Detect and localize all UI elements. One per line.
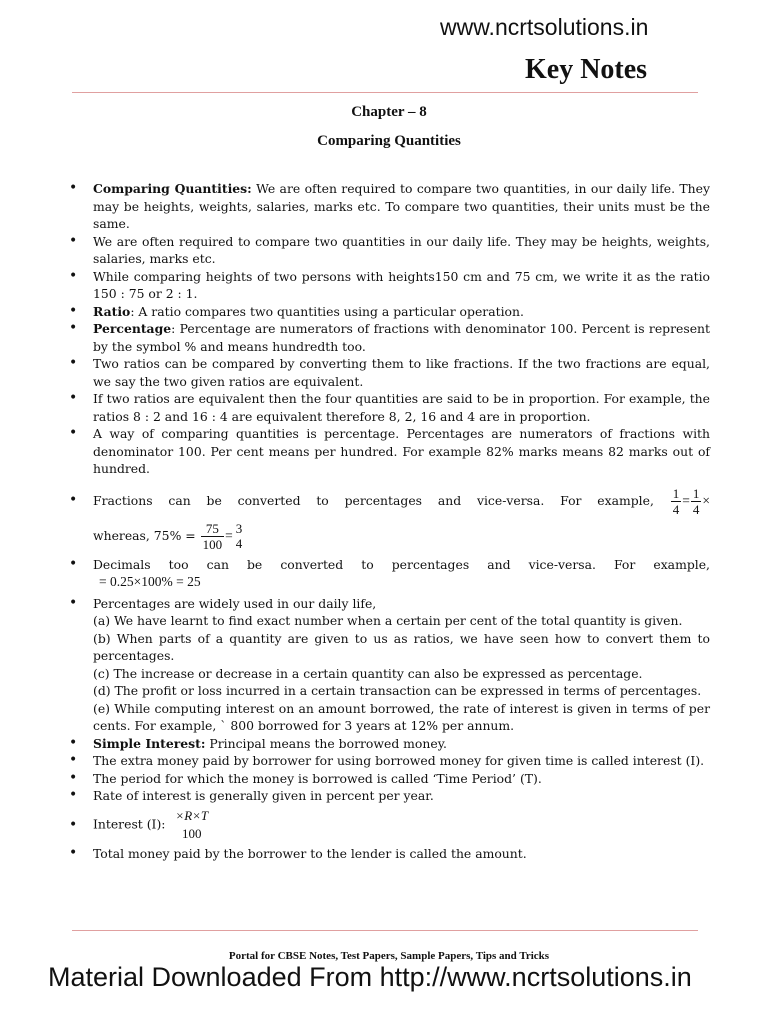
footer-divider: [72, 930, 698, 931]
list-item: [68, 390, 710, 425]
bullet-icon: •: [69, 267, 78, 284]
chapter-name: Comparing Quantities: [317, 133, 461, 149]
bullet-icon: •: [69, 390, 78, 406]
bullet-icon: •: [69, 734, 78, 751]
note-text: Total money paid by the borrower to the lender is called the amount.: [93, 845, 527, 861]
math-expression: = 0.25×100% = 25: [99, 574, 201, 589]
note-text: We are often required to compare two quantities, in our daily life. They may be heights, weights, salaries, marks etc. To compare two quantities, their units must be the same.: [93, 181, 710, 231]
list-item: • Fractions can be converted to percentages and vice-versa. For example, $\frac{1}{4}$ = $\frac{1}{4}$ × whereas, 75% = $\frac{75}{100}$ = 3 4: [69, 485, 710, 552]
list-item: [68, 320, 710, 355]
note-text: If two ratios are equivalent then the four quantities are said to be in proportion. For example, the ratios 8 : 2 and 16 : 4 are equivalent therefore 8, 2, 16 and 4 are in proportion.: [93, 391, 710, 424]
list-item: [68, 787, 710, 805]
list-item: [68, 556, 710, 591]
footer-download-text: Material Downloaded From http://www.ncrtsolutions.in: [48, 962, 692, 992]
bullet-icon: •: [69, 355, 78, 371]
fraction: 3 4: [235, 521, 243, 551]
note-text: Percentages are widely used in our daily life,: [93, 595, 377, 611]
site-url: www.ncrtsolutions.in: [440, 14, 649, 40]
note-text: Rate of interest is generally given in percent per year.: [93, 788, 434, 803]
note-subitem: (c) The increase or decrease in a certain quantity can also be expressed as percentage.: [93, 665, 643, 681]
list-item: [68, 770, 710, 788]
list-item: [68, 752, 710, 770]
note-text: The extra money paid by borrower for using borrowed money for given time is called interest (I).: [93, 753, 705, 768]
bullet-icon: •: [69, 844, 78, 861]
footer-portal-text: Portal for CBSE Notes, Test Papers, Sample Papers, Tips and Tricks: [228, 950, 550, 962]
note-text: Principal means the borrowed money.: [205, 735, 447, 751]
note-text: While comparing heights of two persons with heights150 cm and 75 cm, we write it as the ratio 150 : 75 or 2 : 1.: [93, 268, 710, 301]
note-text: A way of comparing quantities is percentage. Percentages are numerators of fractions with denominator 100. Per cent means per hundred. For example 82% marks means 82 marks out of hundred.: [93, 426, 710, 476]
note-term: Percentage: [93, 321, 172, 336]
bullet-icon: •: [69, 769, 78, 786]
note-text: whereas, 75% =: [93, 527, 196, 543]
list-item: [68, 268, 710, 303]
fraction: $\frac{75}{100}$: [202, 520, 223, 552]
bullet-icon: •: [69, 180, 78, 196]
list-item: [68, 180, 710, 233]
note-text: : A ratio compares two quantities using a particular operation.: [130, 303, 524, 319]
note-text: Two ratios can be compared by converting them to like fractions. If the two fractions are equal, we say the two given ratios are equivalent.: [93, 356, 710, 389]
bullet-icon: •: [69, 491, 78, 508]
note-text: : Percentage are numerators of fractions with denominator 100. Percent is represent by the symbol % and means hundredth too.: [93, 321, 710, 354]
list-item: [68, 355, 710, 390]
list-item: [68, 735, 710, 753]
list-item: [68, 303, 710, 321]
bullet-icon: •: [69, 555, 78, 572]
bullet-icon: •: [69, 594, 78, 611]
bullet-icon: •: [69, 425, 78, 441]
bullet-icon: •: [69, 320, 78, 336]
note-text: The period for which the money is borrowed is called ‘Time Period’ (T).: [93, 770, 542, 786]
note-subitem: (b) When parts of a quantity are given to us as ratios, we have seen how to convert them to percentages.: [93, 630, 710, 663]
header-divider: [72, 92, 698, 93]
list-item: [68, 805, 710, 845]
list-item: [68, 845, 710, 863]
page-title: Key Notes: [525, 54, 648, 85]
note-text: Interest (I):: [93, 816, 166, 831]
key-notes-list: [68, 180, 710, 862]
bullet-icon: •: [69, 232, 78, 249]
note-text: Fractions can be converted to percentages and vice-versa. For example,: [93, 492, 654, 508]
note-term: Simple Interest:: [93, 735, 206, 751]
bullet-icon: •: [69, 816, 78, 833]
list-item: [68, 595, 710, 735]
fraction: $\frac{1}{4}$: [692, 485, 700, 517]
list-item: [68, 233, 710, 268]
bullet-icon: •: [69, 302, 78, 319]
list-item: [68, 425, 710, 478]
bullet-icon: •: [69, 787, 78, 803]
chapter-number: Chapter – 8: [351, 104, 427, 120]
note-text: Decimals too can be converted to percentages and vice-versa. For example,: [93, 556, 710, 572]
note-text: We are often required to compare two quantities in our daily life. They may be heights, weights, salaries, marks etc.: [93, 233, 710, 266]
fraction: $\frac{1}{4}$: [672, 485, 680, 517]
note-subitem: (a) We have learnt to find exact number when a certain per cent of the total quantity is given.: [93, 613, 683, 628]
bullet-icon: •: [69, 752, 78, 768]
interest-formula: ×R×T 100: [175, 807, 209, 841]
note-term: Comparing Quantities:: [93, 181, 252, 196]
note-subitem: (e) While computing interest on an amount borrowed, the rate of interest is given in terms of per cents. For example, ` 800 borrowed for 3 years at 12% per annum.: [93, 700, 710, 733]
note-subitem: (d) The profit or loss incurred in a certain transaction can be expressed in terms of percentages.: [93, 683, 702, 698]
note-term: Ratio: [93, 303, 131, 319]
